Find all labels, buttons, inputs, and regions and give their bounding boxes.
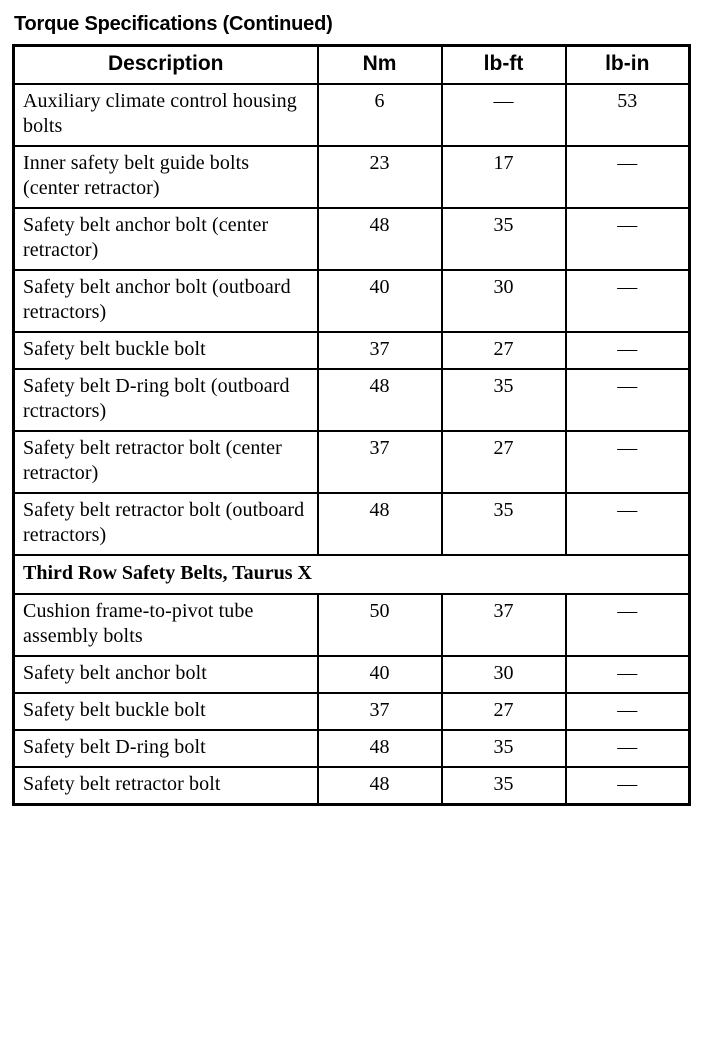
- table-row: [14, 431, 690, 493]
- table-row: [14, 270, 690, 332]
- cell-lb-ft: 27: [442, 431, 566, 493]
- cell-lb-in: —: [566, 656, 690, 693]
- table-row: [14, 208, 690, 270]
- column-header-nm: Nm: [318, 46, 442, 85]
- cell-description: Safety belt retractor bolt (center retractor): [14, 431, 318, 493]
- torque-specifications-table: [12, 44, 691, 806]
- table-row: [14, 656, 690, 693]
- cell-lb-ft: 35: [442, 493, 566, 555]
- cell-nm: 48: [318, 369, 442, 431]
- table-row: [14, 369, 690, 431]
- cell-lb-in: —: [566, 369, 690, 431]
- cell-nm: 48: [318, 208, 442, 270]
- cell-lb-in: —: [566, 431, 690, 493]
- cell-description: Safety belt anchor bolt: [14, 656, 318, 693]
- table-header: [14, 46, 690, 85]
- cell-lb-ft: —: [442, 84, 566, 146]
- cell-nm: 48: [318, 730, 442, 767]
- cell-lb-in: —: [566, 270, 690, 332]
- cell-nm: 48: [318, 493, 442, 555]
- cell-lb-ft: 27: [442, 693, 566, 730]
- table-row: [14, 594, 690, 656]
- cell-nm: 40: [318, 656, 442, 693]
- cell-lb-in: —: [566, 332, 690, 369]
- cell-lb-in: —: [566, 730, 690, 767]
- cell-description: Cushion frame-to-pivot tube assembly bolts: [14, 594, 318, 656]
- cell-nm: 37: [318, 431, 442, 493]
- cell-lb-ft: 30: [442, 656, 566, 693]
- cell-description: Auxiliary climate control housing bolts: [14, 84, 318, 146]
- cell-lb-in: —: [566, 767, 690, 805]
- cell-description: Safety belt anchor bolt (outboard retractors): [14, 270, 318, 332]
- cell-description: Safety belt anchor bolt (center retractor): [14, 208, 318, 270]
- cell-lb-in: —: [566, 146, 690, 208]
- cell-description: Safety belt buckle bolt: [14, 693, 318, 730]
- cell-description: Safety belt retractor bolt (outboard retractors): [14, 493, 318, 555]
- cell-nm: 48: [318, 767, 442, 805]
- cell-nm: 50: [318, 594, 442, 656]
- table-row: [14, 332, 690, 369]
- table-row: [14, 84, 690, 146]
- cell-lb-in: —: [566, 493, 690, 555]
- table-header-row: [14, 46, 690, 85]
- cell-lb-ft: 17: [442, 146, 566, 208]
- cell-lb-in: 53: [566, 84, 690, 146]
- cell-nm: 40: [318, 270, 442, 332]
- table-row: [14, 493, 690, 555]
- cell-description: Safety belt buckle bolt: [14, 332, 318, 369]
- cell-lb-in: —: [566, 594, 690, 656]
- column-header-lb-in: lb-in: [566, 46, 690, 85]
- table-row: [14, 767, 690, 805]
- cell-lb-ft: 27: [442, 332, 566, 369]
- cell-nm: 6: [318, 84, 442, 146]
- section-title: Third Row Safety Belts, Taurus X: [14, 555, 690, 594]
- table-row: [14, 146, 690, 208]
- cell-description: Inner safety belt guide bolts (center retractor): [14, 146, 318, 208]
- page-title: Torque Specifications (Continued): [14, 13, 333, 35]
- cell-description: Safety belt D-ring bolt: [14, 730, 318, 767]
- column-header-description: Description: [14, 46, 318, 85]
- cell-nm: 23: [318, 146, 442, 208]
- cell-lb-in: —: [566, 208, 690, 270]
- cell-lb-ft: 35: [442, 208, 566, 270]
- cell-nm: 37: [318, 332, 442, 369]
- cell-lb-ft: 30: [442, 270, 566, 332]
- column-header-lb-ft: lb-ft: [442, 46, 566, 85]
- cell-lb-ft: 35: [442, 730, 566, 767]
- table-body: [14, 84, 690, 805]
- cell-lb-ft: 35: [442, 767, 566, 805]
- cell-lb-in: —: [566, 693, 690, 730]
- table-row: [14, 693, 690, 730]
- cell-description: Safety belt D-ring bolt (outboard rctractors): [14, 369, 318, 431]
- table-row: [14, 730, 690, 767]
- cell-nm: 37: [318, 693, 442, 730]
- cell-lb-ft: 37: [442, 594, 566, 656]
- cell-lb-ft: 35: [442, 369, 566, 431]
- table-section-row: [14, 555, 690, 594]
- cell-description: Safety belt retractor bolt: [14, 767, 318, 805]
